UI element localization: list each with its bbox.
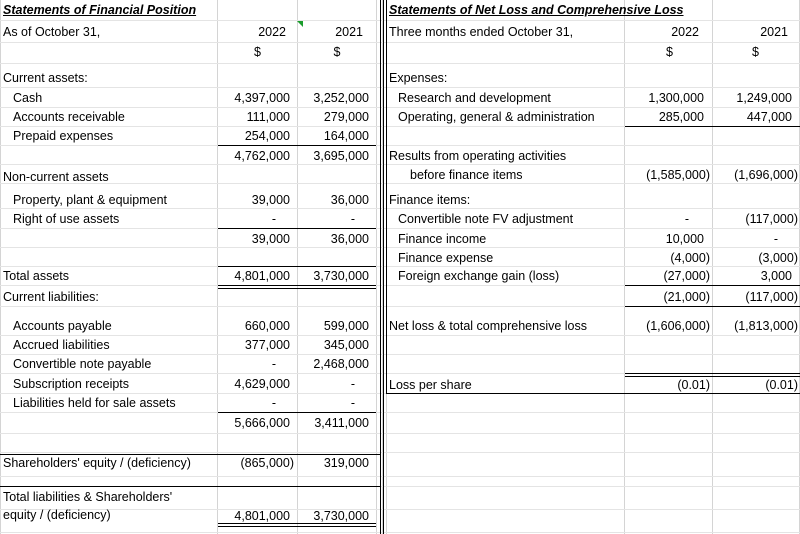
non-current-assets-label-clip bbox=[3, 170, 153, 185]
convertible-2021: 2,468,000 bbox=[313, 357, 369, 371]
position-currency-a: $ bbox=[254, 45, 261, 59]
total-le-label-line1: Total liabilities & Shareholders' bbox=[3, 490, 173, 504]
accrued-label: Accrued liabilities bbox=[13, 338, 110, 352]
fv-adj-label: Convertible note FV adjustment bbox=[398, 212, 574, 226]
position-currency-b: $ bbox=[333, 45, 341, 59]
fx-label: Foreign exchange gain (loss) bbox=[398, 269, 560, 283]
held-for-sale-2022: - bbox=[271, 396, 276, 410]
finance-income-label: Finance income bbox=[398, 232, 487, 246]
rou-2022: - bbox=[271, 212, 276, 226]
net-loss-label: Net loss & total comprehensive loss bbox=[389, 319, 588, 333]
payable-label: Accounts payable bbox=[13, 319, 112, 333]
subscription-label: Subscription receipts bbox=[13, 377, 130, 391]
loss-currency-a: $ bbox=[666, 45, 673, 59]
fx-2022: (27,000) bbox=[663, 269, 710, 283]
position-year-b: 2021 bbox=[335, 25, 363, 39]
prepaid-2021: 164,000 bbox=[323, 129, 369, 143]
fv-adj-2022: - bbox=[684, 212, 689, 226]
convertible-label: Convertible note payable bbox=[13, 357, 152, 371]
results-label-line2: before finance items bbox=[410, 168, 523, 182]
position-title: Statements of Financial Position bbox=[3, 3, 197, 17]
total-le-label-line2: equity / (deficiency) bbox=[3, 508, 111, 522]
subscription-2021: - bbox=[350, 377, 355, 391]
rou-2021: - bbox=[350, 212, 355, 226]
net-loss-2021: (1,813,000) bbox=[734, 319, 798, 333]
results-2021: (1,696,000) bbox=[734, 168, 798, 182]
current-liabilities-label: Current liabilities: bbox=[3, 290, 99, 304]
accrued-2022: 377,000 bbox=[244, 338, 290, 352]
non-current-total-2021: 36,000 bbox=[330, 232, 369, 246]
results-label-line1: Results from operating activities bbox=[389, 149, 567, 163]
total-assets-label: Total assets bbox=[3, 269, 70, 283]
prepaid-label: Prepaid expenses bbox=[13, 129, 114, 143]
receivable-2021: 279,000 bbox=[323, 110, 369, 124]
lps-2021: (0.01) bbox=[765, 378, 798, 392]
loss-year-b: 2021 bbox=[760, 25, 788, 39]
prepaid-2022: 254,000 bbox=[244, 129, 290, 143]
receivable-label: Accounts receivable bbox=[13, 110, 125, 124]
convertible-2022: - bbox=[271, 357, 276, 371]
total-le-2022: 4,801,000 bbox=[234, 509, 290, 523]
payable-2021: 599,000 bbox=[323, 319, 369, 333]
liabilities-total-2022: 5,666,000 bbox=[234, 416, 290, 430]
total-assets-2021: 3,730,000 bbox=[313, 269, 369, 283]
accrued-2021: 345,000 bbox=[323, 338, 369, 352]
current-assets-total-2021: 3,695,000 bbox=[313, 149, 369, 163]
finance-expense-label: Finance expense bbox=[398, 251, 494, 265]
finance-items-label: Finance items: bbox=[389, 193, 471, 207]
lps-2022: (0.01) bbox=[677, 378, 710, 392]
lps-label: Loss per share bbox=[389, 378, 472, 392]
current-assets-label: Current assets: bbox=[3, 71, 88, 85]
loss-subtitle: Three months ended October 31, bbox=[389, 25, 574, 39]
loss-title: Statements of Net Loss and Comprehensive Loss bbox=[389, 3, 684, 17]
finance-expense-2022: (4,000) bbox=[670, 251, 710, 265]
ppe-2022: 39,000 bbox=[251, 193, 290, 207]
loss-year-a: 2022 bbox=[671, 25, 699, 39]
current-assets-total-2022: 4,762,000 bbox=[234, 149, 290, 163]
cash-label: Cash bbox=[13, 91, 43, 105]
ppe-2021: 36,000 bbox=[330, 193, 369, 207]
total-assets-2022: 4,801,000 bbox=[234, 269, 290, 283]
payable-2022: 660,000 bbox=[244, 319, 290, 333]
equity-2022: (865,000) bbox=[240, 456, 294, 470]
fv-adj-2021: (117,000) bbox=[745, 212, 798, 226]
held-for-sale-label: Liabilities held for sale assets bbox=[13, 396, 176, 410]
receivable-2022: 111,000 bbox=[246, 110, 290, 124]
cash-2022: 4,397,000 bbox=[234, 91, 290, 105]
oga-label: Operating, general & administration bbox=[398, 110, 595, 124]
finance-expense-2021: (3,000) bbox=[758, 251, 798, 265]
total-le-2021: 3,730,000 bbox=[313, 509, 369, 523]
rnd-2022: 1,300,000 bbox=[648, 91, 704, 105]
equity-label: Shareholders' equity / (deficiency) bbox=[3, 456, 191, 470]
finance-total-2022: (21,000) bbox=[663, 290, 710, 304]
expenses-label: Expenses: bbox=[389, 71, 448, 85]
oga-2022: 285,000 bbox=[658, 110, 704, 124]
rnd-2021: 1,249,000 bbox=[736, 91, 792, 105]
position-subtitle: As of October 31, bbox=[3, 25, 101, 39]
rou-label: Right of use assets bbox=[13, 212, 120, 226]
rnd-label: Research and development bbox=[398, 91, 551, 105]
equity-2021: 319,000 bbox=[323, 456, 369, 470]
held-for-sale-2021: - bbox=[350, 396, 355, 410]
non-current-assets-label: Non-current assets bbox=[3, 170, 109, 184]
loss-currency-b: $ bbox=[752, 45, 759, 59]
position-year-a: 2022 bbox=[258, 25, 286, 39]
liabilities-total-2021: 3,411,000 bbox=[314, 416, 369, 430]
net-loss-2022: (1,606,000) bbox=[646, 319, 710, 333]
oga-2021: 447,000 bbox=[746, 110, 792, 124]
subscription-2022: 4,629,000 bbox=[234, 377, 290, 391]
cash-2021: 3,252,000 bbox=[313, 91, 369, 105]
finance-income-2022: 10,000 bbox=[665, 232, 704, 246]
results-2022: (1,585,000) bbox=[646, 168, 710, 182]
finance-total-2021: (117,000) bbox=[745, 290, 798, 304]
fx-2021: 3,000 bbox=[760, 269, 792, 283]
non-current-total-2022: 39,000 bbox=[251, 232, 290, 246]
finance-income-2021: - bbox=[773, 232, 778, 246]
ppe-label: Property, plant & equipment bbox=[13, 193, 168, 207]
